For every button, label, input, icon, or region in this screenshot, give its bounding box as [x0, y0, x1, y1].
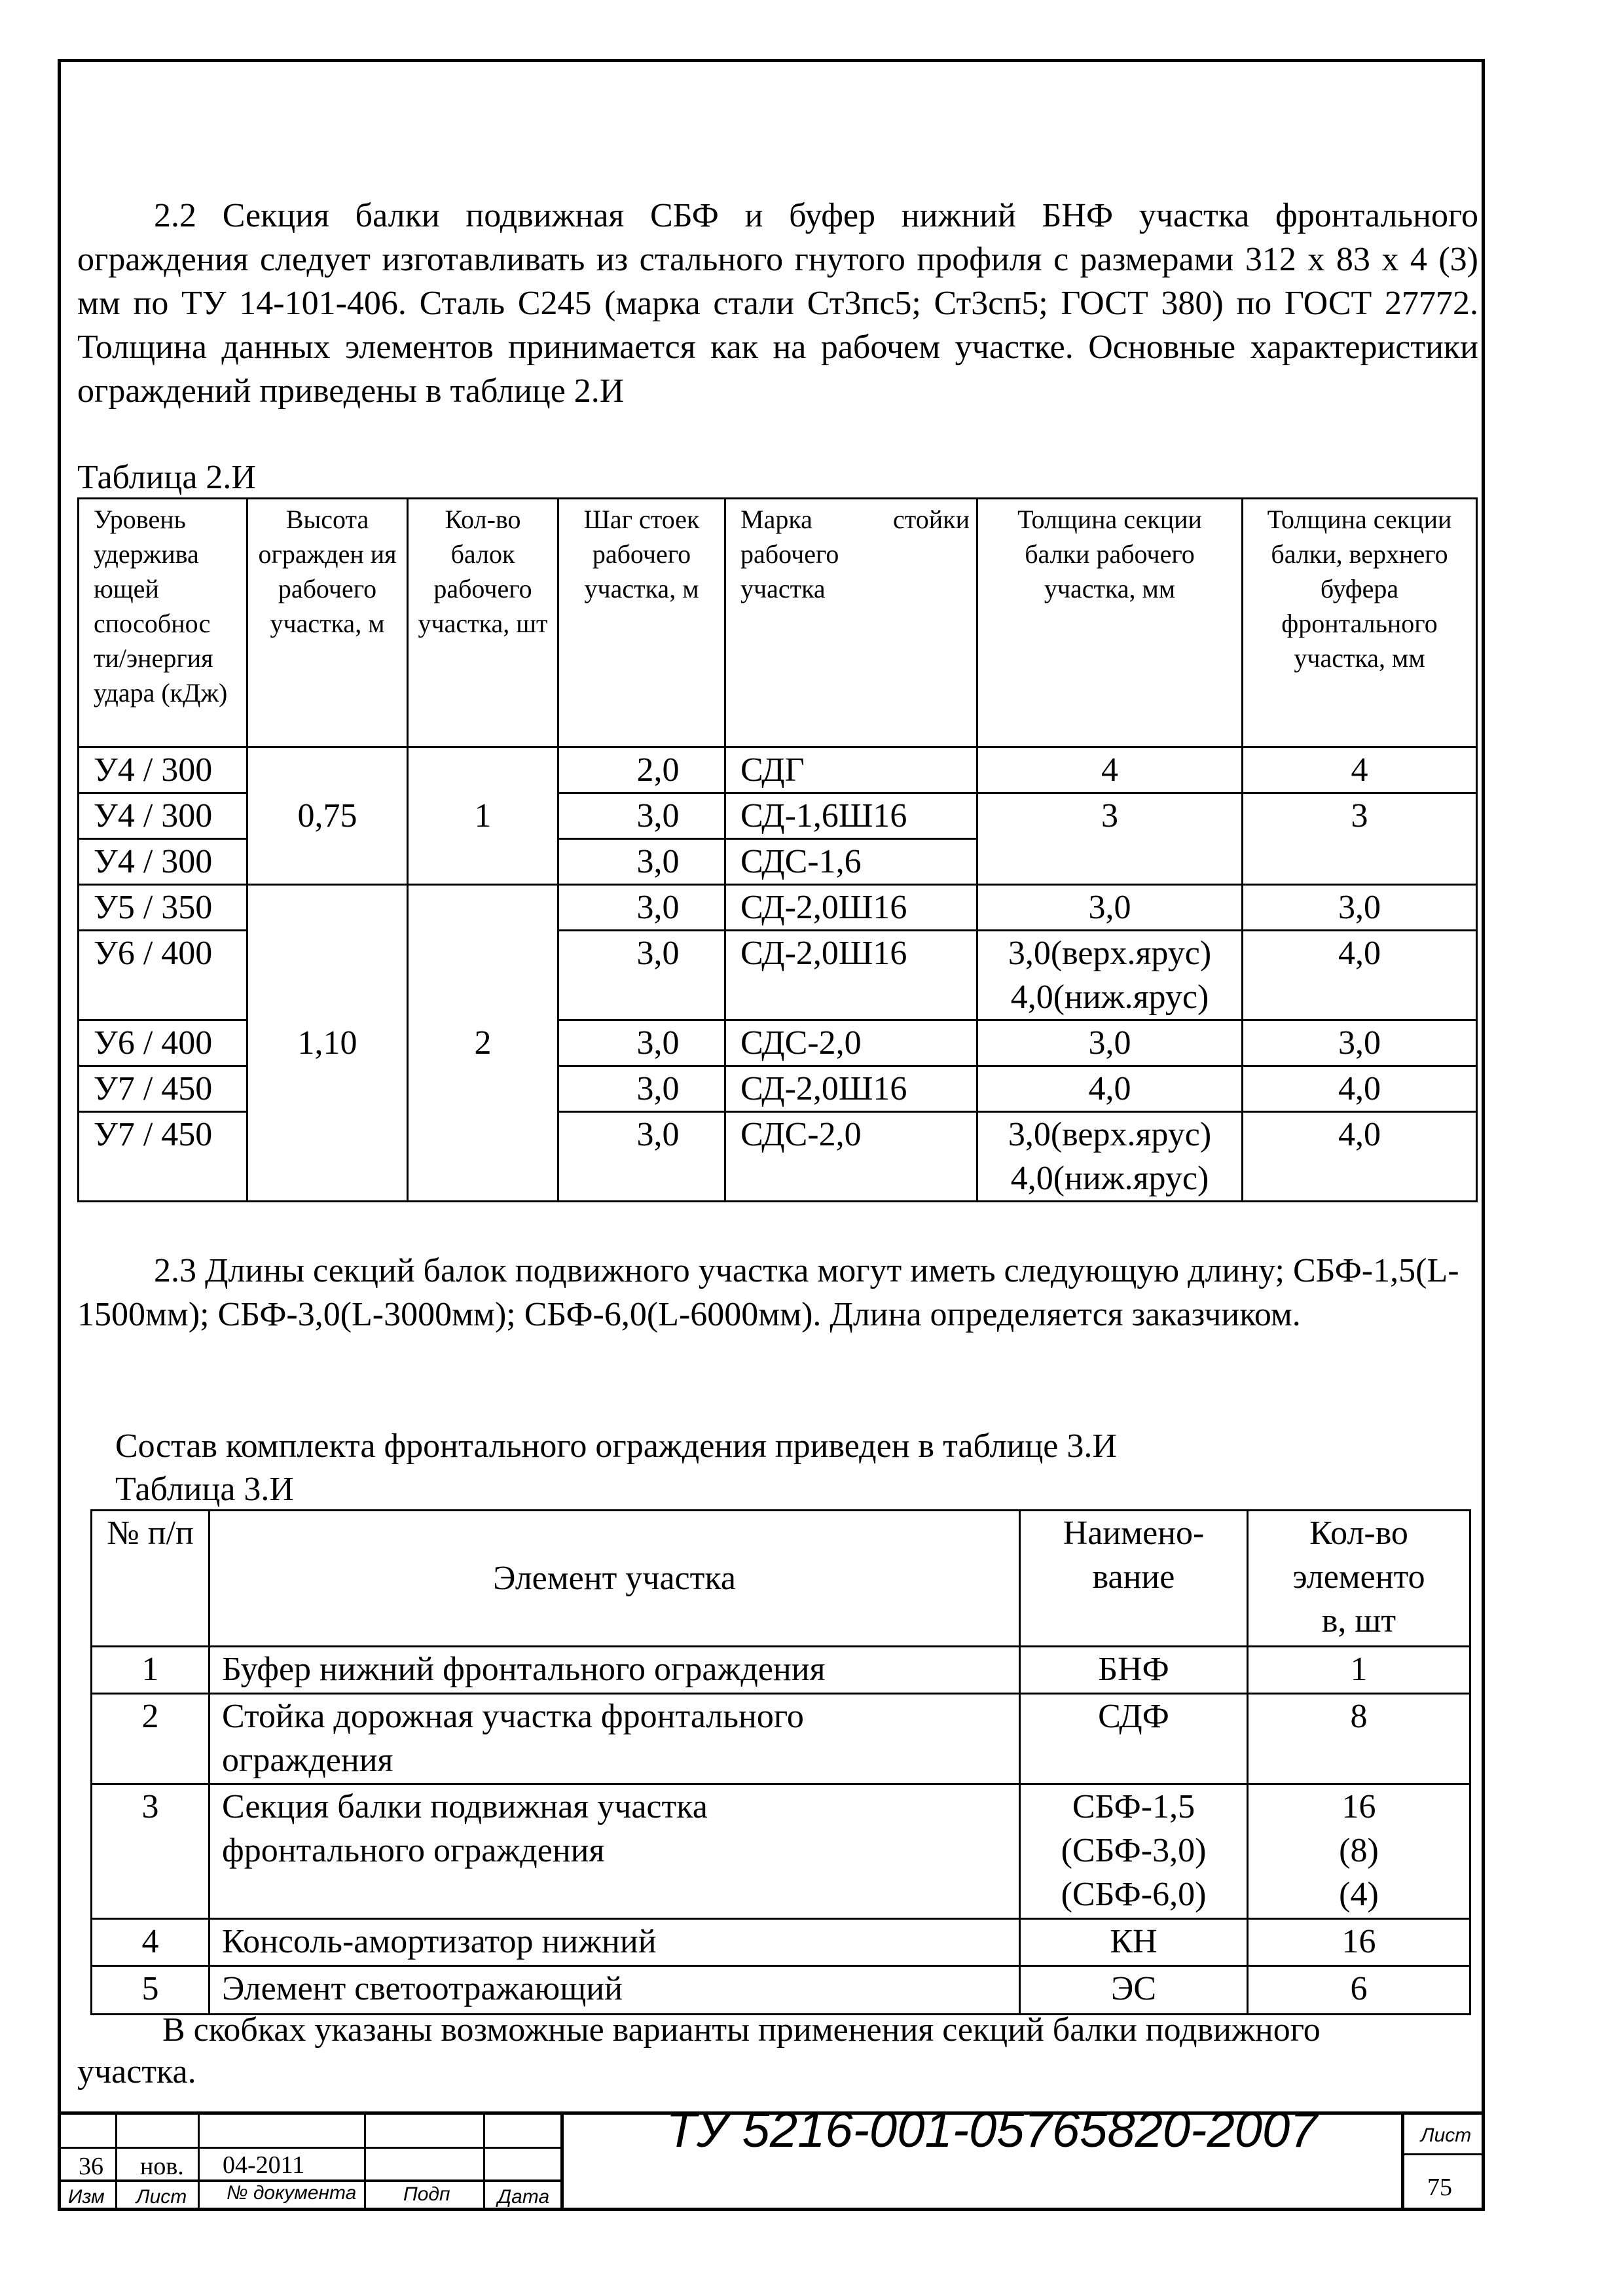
- title-block-col-line: [483, 2111, 485, 2211]
- cell-element: Буфер нижний фронтального ограждения: [210, 1647, 1020, 1694]
- cell-beams-group1: 1: [408, 747, 558, 885]
- cell-element: Консоль-амортизатор нижний: [210, 1919, 1020, 1966]
- table-3-header-row: [92, 1511, 1470, 1647]
- cell-count: 8: [1248, 1694, 1470, 1784]
- table-row: [79, 885, 1477, 931]
- cell-num: 5: [92, 1966, 210, 2015]
- cell-level: У4 / 300: [79, 793, 247, 839]
- table-row: [92, 1784, 1470, 1919]
- cell-step: 3,0: [558, 1112, 725, 1202]
- cell-name: ЭС: [1020, 1966, 1248, 2015]
- cell-level: У7 / 450: [79, 1066, 247, 1112]
- cell-element: Элемент светоотражающий: [210, 1966, 1020, 2015]
- header-post-mark-word1: Марка: [740, 505, 812, 534]
- cell-level: У6 / 400: [79, 1020, 247, 1066]
- cell-mark: СД-2,0Ш16: [725, 931, 977, 1020]
- table-3-caption: Таблица 3.И: [115, 1471, 294, 1508]
- cell-buffer: 4,0: [1243, 1112, 1477, 1202]
- label-izm: Изм: [68, 2186, 105, 2208]
- cell-count: [1248, 1784, 1470, 1919]
- footnote-paragraph: В скобках указаны возможные варианты применения секций балки подвижного участка.: [77, 2011, 1321, 2090]
- cell-buffer: 3,0: [1243, 885, 1477, 931]
- thickness-top-tier: 3,0(верх.ярус): [1008, 1116, 1212, 1153]
- table-2: [77, 497, 1478, 1202]
- count-line1: 16: [1341, 1788, 1376, 1825]
- thickness-bottom-tier: 4,0(ниж.ярус): [1010, 978, 1209, 1016]
- cell-step: 2,0: [558, 747, 725, 793]
- cell-num: 3: [92, 1784, 210, 1919]
- document-code: ТУ 5216-001-05765820-2007: [666, 2102, 1318, 2158]
- cell-step: 3,0: [558, 885, 725, 931]
- table-2-header-row: [79, 499, 1477, 747]
- cell-mark: СДС-1,6: [725, 839, 977, 885]
- cell-level: У4 / 300: [79, 747, 247, 793]
- cell-count: 16: [1248, 1919, 1470, 1966]
- cell-thickness: 4,0: [977, 1066, 1243, 1112]
- title-block-col-line: [1401, 2111, 1404, 2211]
- title-block-sheet-line: [1401, 2153, 1485, 2155]
- title-block-col-line: [198, 2111, 200, 2211]
- header-name: [1020, 1511, 1248, 1647]
- table-row: [79, 747, 1477, 793]
- header-buffer-thickness: Толщина секции балки, верхнего буфера фронтального участка, мм: [1243, 499, 1477, 747]
- cell-thickness: 3,0: [977, 885, 1243, 931]
- cell-step: 3,0: [558, 1020, 725, 1066]
- table-row: [92, 1966, 1470, 2015]
- header-count-line2: элементо: [1292, 1558, 1425, 1596]
- count-line3: (4): [1339, 1876, 1379, 1913]
- document-number: 04-2011: [223, 2151, 305, 2179]
- cell-thickness: 3,0: [977, 1020, 1243, 1066]
- name-line2: (СБФ-3,0): [1061, 1832, 1207, 1869]
- label-doc: № документа: [227, 2182, 357, 2204]
- name-line3: (СБФ-6,0): [1061, 1876, 1207, 1913]
- cell-thickness: 4: [977, 747, 1243, 793]
- table-3: [90, 1509, 1471, 2015]
- label-data: Дата: [498, 2186, 550, 2208]
- header-level: Уровень удержива ющей способнос ти/энергия удара (кДж): [79, 499, 247, 747]
- header-count-line3: в, шт: [1321, 1602, 1396, 1640]
- change-number: 36: [79, 2153, 103, 2180]
- composition-intro: Состав комплекта фронтального ограждения приведен в таблице 3.И: [115, 1427, 1117, 1465]
- cell-mark: СД-2,0Ш16: [725, 885, 977, 931]
- header-post-step: Шаг стоек рабочего участка, м: [558, 499, 725, 747]
- cell-step: 3,0: [558, 931, 725, 1020]
- section-2-3-paragraph: 2.3 Длины секций балок подвижного участка могут иметь следующую длину; СБФ-1,5(L-1500мм); СБФ-3,0(L-3000мм); СБФ-6,0(L-6000мм). Длина определяется заказчиком.: [77, 1252, 1459, 1333]
- cell-mark: СД-2,0Ш16: [725, 1066, 977, 1112]
- table-2-caption: Таблица 2.И: [77, 459, 256, 496]
- cell-name: КН: [1020, 1919, 1248, 1966]
- label-sheet: Лист: [1421, 2125, 1472, 2146]
- cell-mark: СДС-2,0: [725, 1112, 977, 1202]
- cell-buffer: 3,0: [1243, 1020, 1477, 1066]
- cell-level: У6 / 400: [79, 931, 247, 1020]
- cell-num: 4: [92, 1919, 210, 1966]
- cell-buffer: 3: [1243, 793, 1477, 885]
- cell-level: У5 / 350: [79, 885, 247, 931]
- cell-height-group1: 0,75: [247, 747, 408, 885]
- header-height: Высота огражден ия рабочего участка, м: [247, 499, 408, 747]
- cell-mark: СДГ: [725, 747, 977, 793]
- cell-height-group2: 1,10: [247, 885, 408, 1202]
- header-count: [1248, 1511, 1470, 1647]
- count-line2: (8): [1339, 1832, 1379, 1869]
- label-podp: Подп: [403, 2183, 450, 2205]
- table-row: [92, 1919, 1470, 1966]
- cell-thickness: [977, 931, 1243, 1020]
- table-row: [92, 1694, 1470, 1784]
- cell-name: СДФ: [1020, 1694, 1248, 1784]
- label-list: Лист: [136, 2186, 187, 2208]
- thickness-bottom-tier: 4,0(ниж.ярус): [1010, 1160, 1209, 1197]
- header-beams: Кол-во балок рабочего участка, шт: [408, 499, 558, 747]
- cell-step: 3,0: [558, 839, 725, 885]
- header-element: Элемент участка: [210, 1511, 1020, 1647]
- thickness-top-tier: 3,0(верх.ярус): [1008, 935, 1212, 972]
- cell-beams-group2: 2: [408, 885, 558, 1202]
- header-count-line1: Кол-во: [1309, 1515, 1408, 1552]
- name-line1: СБФ-1,5: [1072, 1788, 1195, 1825]
- cell-buffer: 4,0: [1243, 931, 1477, 1020]
- cell-name: БНФ: [1020, 1647, 1248, 1694]
- header-post-mark-rest: рабочего участка: [740, 539, 839, 603]
- cell-mark: СДС-2,0: [725, 1020, 977, 1066]
- header-name-line2: вание: [1092, 1558, 1175, 1596]
- cell-mark: СД-1,6Ш16: [725, 793, 977, 839]
- cell-step: 3,0: [558, 793, 725, 839]
- cell-element: Стойка дорожная участка фронтального ограждения: [210, 1694, 1020, 1784]
- title-block-col-line: [364, 2111, 366, 2211]
- title-block-row-line-1: [58, 2147, 562, 2149]
- section-2-2-paragraph: 2.2 Секция балки подвижная СБФ и буфер нижний БНФ участка фронтального ограждения следует изготавливать из стального гнутого профиля с размерами 312 х 83 х 4 (3) мм по ТУ 14-101-406. Сталь С245 (марка стали Ст3пс5; Ст3сп5; ГОСТ 380) по ГОСТ 27772. Толщина данных элементов принимается как на рабочем участке. Основные характеристики ограждений приведены в таблице 2.И: [77, 197, 1478, 410]
- title-block-col-line: [115, 2111, 117, 2211]
- sheet-number: 75: [1427, 2174, 1452, 2201]
- header-post-mark: [725, 499, 977, 747]
- cell-buffer: 4,0: [1243, 1066, 1477, 1112]
- cell-level: У4 / 300: [79, 839, 247, 885]
- cell-step: 3,0: [558, 1066, 725, 1112]
- cell-count: 6: [1248, 1966, 1470, 2015]
- table-row: [92, 1647, 1470, 1694]
- header-post-mark-word2: стойки: [893, 505, 970, 534]
- header-name-line1: Наимено-: [1063, 1515, 1205, 1552]
- cell-count: 1: [1248, 1647, 1470, 1694]
- cell-num: 2: [92, 1694, 210, 1784]
- cell-name: [1020, 1784, 1248, 1919]
- sheet-mark: нов.: [140, 2153, 184, 2180]
- cell-element: Секция балки подвижная участка фронтального ограждения: [210, 1784, 1020, 1919]
- cell-buffer: 4: [1243, 747, 1477, 793]
- header-num: № п/п: [92, 1511, 210, 1647]
- cell-num: 1: [92, 1647, 210, 1694]
- cell-level: У7 / 450: [79, 1112, 247, 1202]
- header-section-thickness: Толщина секции балки рабочего участка, мм: [977, 499, 1243, 747]
- title-block-col-line: [560, 2111, 564, 2211]
- cell-thickness: 3: [977, 793, 1243, 885]
- cell-thickness: [977, 1112, 1243, 1202]
